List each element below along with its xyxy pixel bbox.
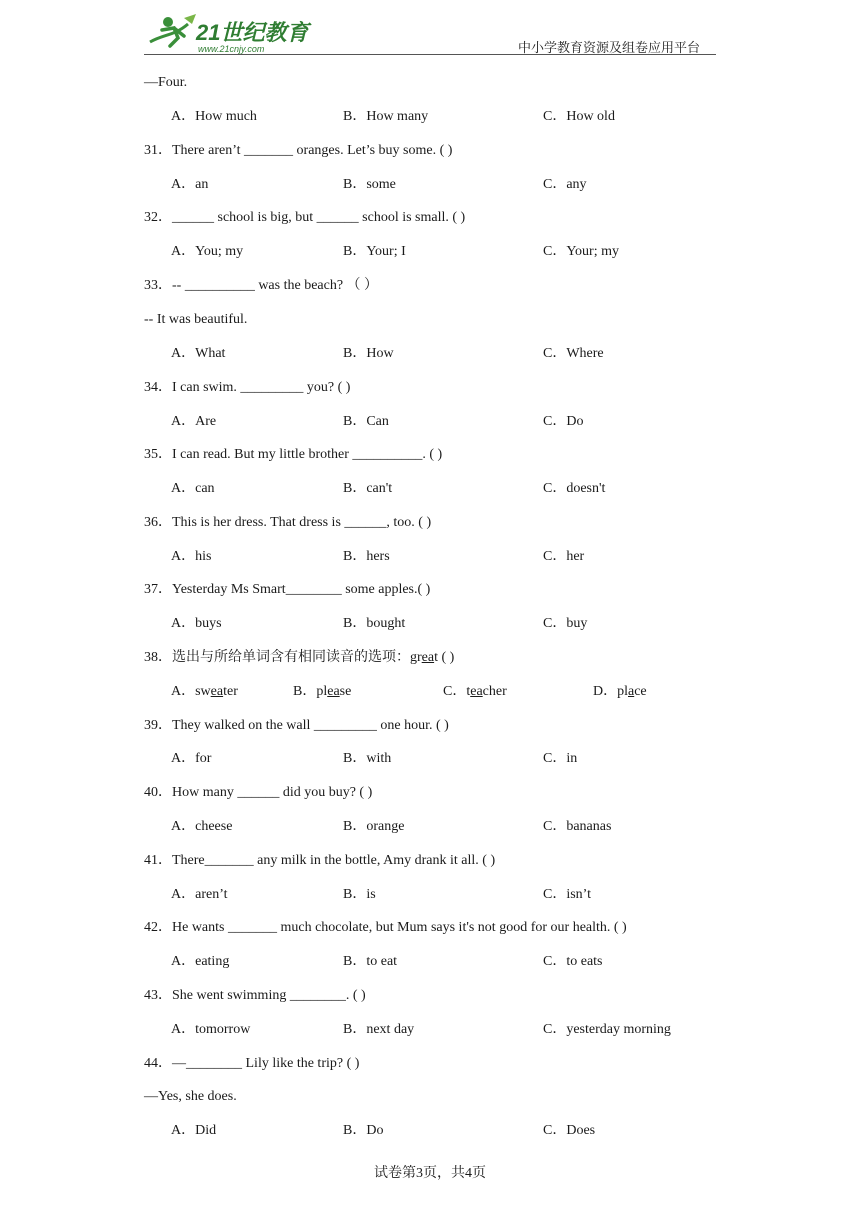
question-32: 32．______ school is big, but ______ school is small. ( ) [144,210,466,225]
option-b: B．How many [343,109,429,124]
option-text: B．pl [293,684,328,699]
option-b: B．Can [343,414,389,429]
option-b [293,684,351,700]
option-a: A．You; my [171,244,244,259]
option-a: A．How much [171,109,257,124]
answer-bracket: ( ) [438,650,455,665]
option-a: A．Are [171,414,217,429]
option-c: C．Your; my [543,244,619,259]
option-a: A．eating [171,954,230,969]
option-a: A．his [171,549,212,564]
option-a: A．can [171,481,215,496]
header-divider [144,54,716,55]
option-d [593,684,647,700]
option-c: C．doesn't [543,481,606,496]
option-c: C．isn’t [543,887,591,902]
option-a: A．Did [171,1123,217,1138]
page-header [144,10,716,56]
question-42: 42．He wants _______ much chocolate, but Mum says it's not good for our health. ( ) [144,920,627,935]
option-c: C．Does [543,1123,596,1138]
option-c: C．Where [543,346,604,361]
question-37: 37．Yesterday Ms Smart________ some apples.( ) [144,582,431,597]
question-36: 36．This is her dress. That dress is ______, too. ( ) [144,515,432,530]
underlined-letters: ea [470,684,483,699]
question-43: 43．She went swimming ________. ( ) [144,988,366,1003]
answer-line: —Yes, she does. [144,1089,237,1104]
option-c: C．her [543,549,585,564]
underlined-letters: ea [327,684,340,699]
option-c: C．to eats [543,954,603,969]
option-b: B．can't [343,481,393,496]
option-a: A．What [171,346,226,361]
option-a: A．tomorrow [171,1022,251,1037]
page-footer: 试卷第3页，共4页 [374,1166,486,1181]
option-a [171,684,238,700]
option-c: C．yesterday morning [543,1022,671,1037]
question-44: 44．—________ Lily like the trip? ( ) [144,1056,360,1071]
question-40: 40．How many ______ did you buy? ( ) [144,785,373,800]
svg-text:21世纪教育: 21世纪教育 [196,20,309,45]
question-31: 31．There aren’t _______ oranges. Let’s buy some. ( ) [144,143,453,158]
option-b: B．next day [343,1022,415,1037]
logo-21cnjy-icon [144,12,324,54]
option-b: B．to eat [343,954,398,969]
question-41: 41．There_______ any milk in the bottle, Amy drank it all. ( ) [144,853,496,868]
option-b: B．Do [343,1123,384,1138]
question-38-prefix: 38．选出与所给单词含有相同读音的选项： [144,650,410,665]
underlined-letters: ea [421,650,435,665]
option-b: B．bought [343,616,406,631]
option-b: B．Your; I [343,244,406,259]
word-part: t [434,650,438,665]
option-c [443,684,507,700]
option-a: A．aren’t [171,887,228,902]
question-39: 39．They walked on the wall _________ one hour. ( ) [144,718,449,733]
option-c: C．bananas [543,819,612,834]
option-b: B．is [343,887,376,902]
svg-text:www.21cnjy.com: www.21cnjy.com [198,44,265,54]
option-a: A．for [171,751,212,766]
option-text: ce [634,684,647,699]
question-33: 33．-- __________ was the beach? （ ） [144,278,379,293]
option-a: A．an [171,177,209,192]
answer-line: -- It was beautiful. [144,312,248,327]
underlined-letters: ea [210,684,224,699]
option-c: C．buy [543,616,588,631]
option-a: A．buys [171,616,222,631]
option-b: B．with [343,751,392,766]
option-text: A．sw [171,684,211,699]
option-c: C．in [543,751,578,766]
option-text: ter [223,684,238,699]
question-38 [144,650,454,666]
option-text: C．t [443,684,471,699]
option-a: A．cheese [171,819,233,834]
option-text: se [339,684,352,699]
option-c: C．Do [543,414,584,429]
platform-name: 中小学教育资源及组卷应用平台 [517,40,700,55]
option-b: B．some [343,177,396,192]
option-b: B．hers [343,549,390,564]
option-b: B．How [343,346,394,361]
underlined-letters: a [628,684,635,699]
word-part: gr [410,650,422,665]
option-c: C．any [543,177,587,192]
question-34: 34．I can swim. _________ you? ( ) [144,380,351,395]
answer-line: —Four. [144,75,188,90]
option-b: B．orange [343,819,405,834]
option-text: D．pl [593,684,628,699]
option-text: cher [482,684,507,699]
question-35: 35．I can read. But my little brother __________. ( ) [144,447,443,462]
option-c: C．How old [543,109,615,124]
